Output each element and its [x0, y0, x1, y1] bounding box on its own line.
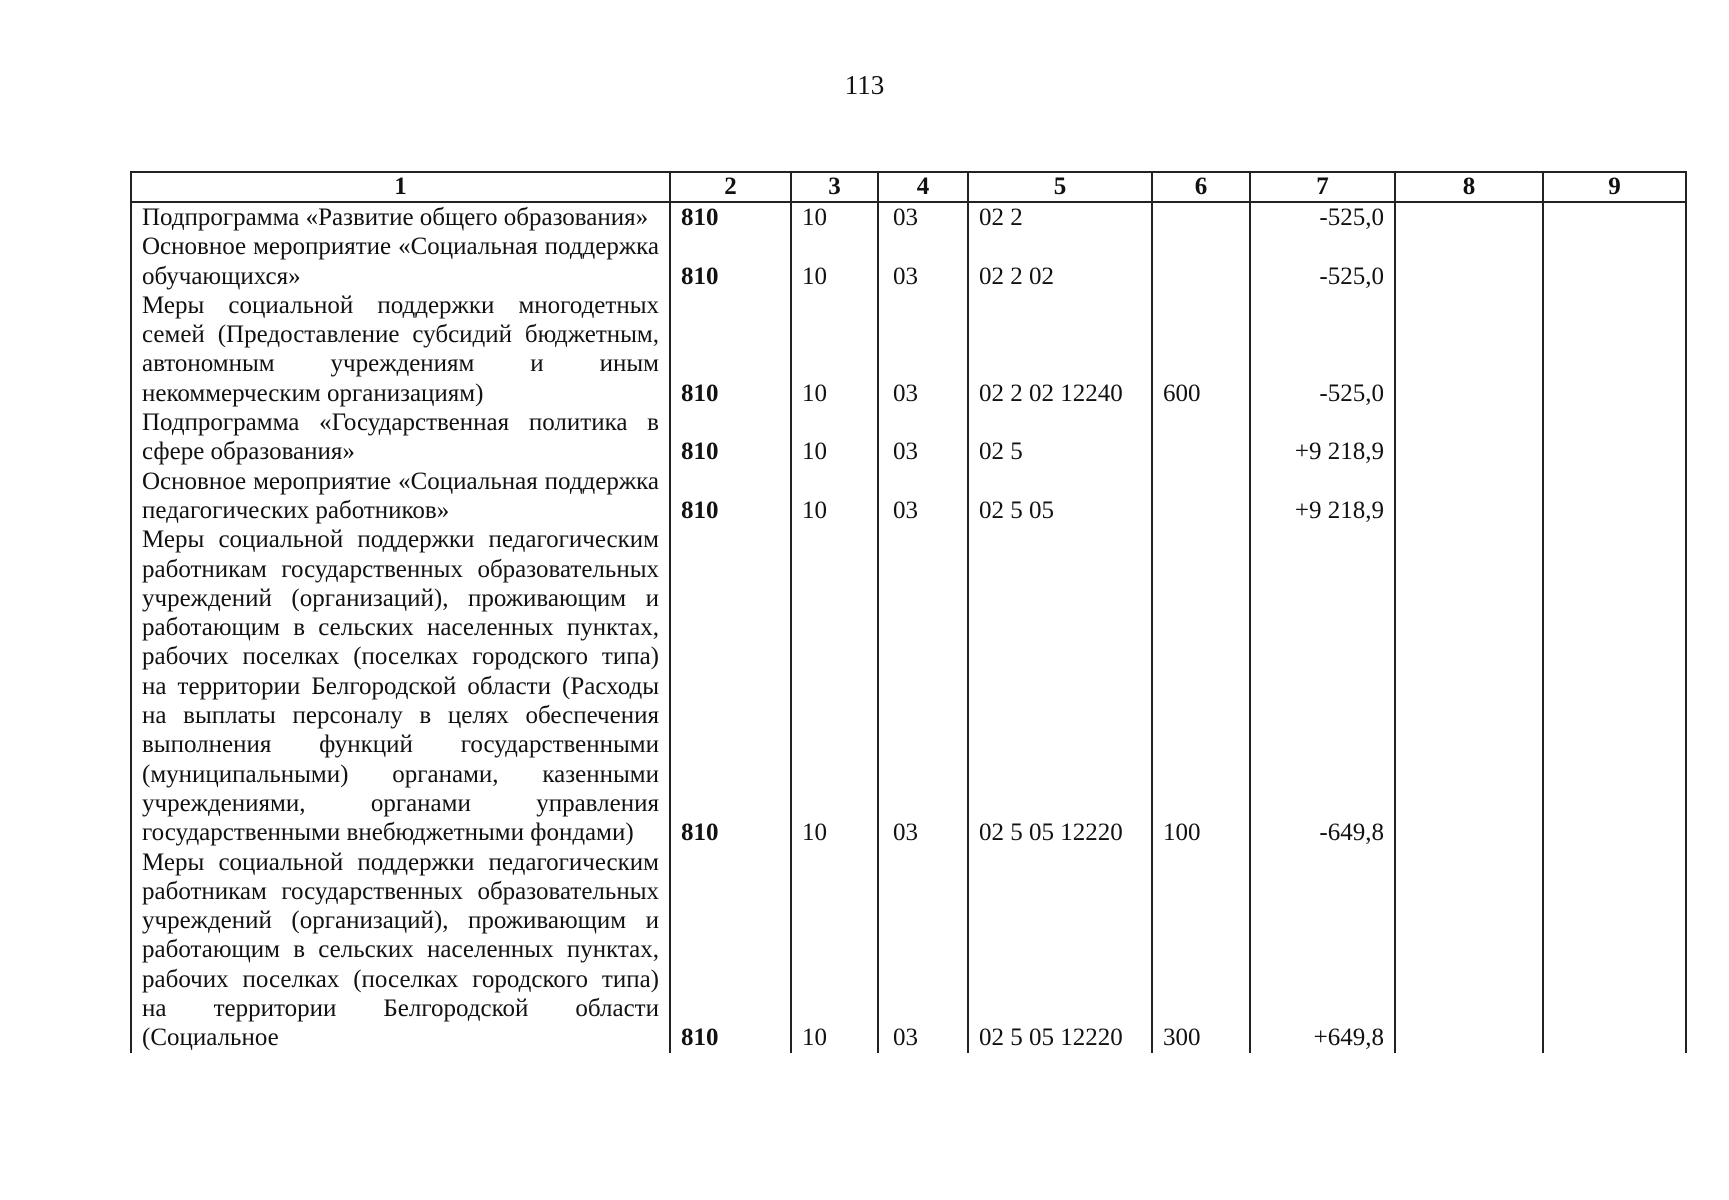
row-gl-code: 810 [670, 467, 791, 526]
table-row [131, 291, 1686, 408]
row-expense-type [1152, 467, 1250, 526]
row-col9 [1543, 291, 1686, 408]
row-subsection: 03 [878, 232, 968, 291]
row-target-article: 02 5 05 12220 [968, 848, 1152, 1053]
row-name: Меры социальной поддержки педагогическим работникам государственных образовательных учреждений (организаций), проживающим и работающим в сельских населенных пунктах, рабочих поселках (поселках городского типа) на территории Белгородской области (Социальное [131, 848, 670, 1053]
row-subsection: 03 [878, 467, 968, 526]
row-col8 [1395, 467, 1543, 526]
row-expense-type: 600 [1152, 291, 1250, 408]
row-name: Меры социальной поддержки педагогическим работникам государственных образовательных учреждений (организаций), проживающим и работающим в сельских населенных пунктах, рабочих поселках (поселках городского типа) на территории Белгородской области (Расходы на выплаты персоналу в целях обеспечения выполнения функций государственными (муниципальными) органами, казенными учреждениями, органами управления государственными внебюджетными фондами) [131, 525, 670, 847]
row-col8 [1395, 291, 1543, 408]
header-row [131, 172, 1686, 202]
header-cell: 1 [131, 172, 670, 202]
row-target-article: 02 5 05 [968, 467, 1152, 526]
row-col9 [1543, 202, 1686, 232]
row-col8 [1395, 202, 1543, 232]
row-expense-type [1152, 408, 1250, 467]
row-amount: +649,8 [1250, 848, 1395, 1053]
row-gl-code: 810 [670, 232, 791, 291]
row-col9 [1543, 848, 1686, 1053]
row-col8 [1395, 232, 1543, 291]
row-gl-code: 810 [670, 525, 791, 847]
header-cell: 7 [1250, 172, 1395, 202]
row-amount: +9 218,9 [1250, 467, 1395, 526]
row-amount: -525,0 [1250, 202, 1395, 232]
row-col8 [1395, 525, 1543, 847]
row-subsection: 03 [878, 848, 968, 1053]
row-amount: +9 218,9 [1250, 408, 1395, 467]
header-cell: 3 [791, 172, 878, 202]
row-amount: -525,0 [1250, 291, 1395, 408]
row-name: Основное мероприятие «Социальная поддержка педагогических работников» [131, 467, 670, 526]
row-name: Основное мероприятие «Социальная поддержка обучающихся» [131, 232, 670, 291]
row-section: 10 [791, 232, 878, 291]
budget-table [130, 171, 1687, 1053]
page-number: 113 [844, 70, 885, 100]
row-expense-type [1152, 232, 1250, 291]
header-cell: 9 [1543, 172, 1686, 202]
row-subsection: 03 [878, 291, 968, 408]
row-section: 10 [791, 408, 878, 467]
row-target-article: 02 2 [968, 202, 1152, 232]
header-cell: 2 [670, 172, 791, 202]
header-cell: 6 [1152, 172, 1250, 202]
row-amount: -525,0 [1250, 232, 1395, 291]
row-expense-type [1152, 202, 1250, 232]
row-target-article: 02 2 02 [968, 232, 1152, 291]
row-gl-code: 810 [670, 408, 791, 467]
row-col8 [1395, 408, 1543, 467]
row-section: 10 [791, 525, 878, 847]
table-row [131, 202, 1686, 232]
row-gl-code: 810 [670, 848, 791, 1053]
header-cell: 4 [878, 172, 968, 202]
row-col9 [1543, 408, 1686, 467]
row-amount: -649,8 [1250, 525, 1395, 847]
row-subsection: 03 [878, 525, 968, 847]
header-cell: 8 [1395, 172, 1543, 202]
row-target-article: 02 5 05 12220 [968, 525, 1152, 847]
row-section: 10 [791, 467, 878, 526]
row-target-article: 02 2 02 12240 [968, 291, 1152, 408]
row-section: 10 [791, 202, 878, 232]
row-target-article: 02 5 [968, 408, 1152, 467]
table-row [131, 848, 1686, 1053]
table-row [131, 467, 1686, 526]
table-row [131, 408, 1686, 467]
row-section: 10 [791, 291, 878, 408]
row-name: Подпрограмма «Государственная политика в сфере образования» [131, 408, 670, 467]
row-name: Меры социальной поддержки многодетных семей (Предоставление субсидий бюджетным, автономным учреждениям и иным некоммерческим организациям) [131, 291, 670, 408]
row-col9 [1543, 525, 1686, 847]
row-gl-code: 810 [670, 291, 791, 408]
header-cell: 5 [968, 172, 1152, 202]
row-col9 [1543, 232, 1686, 291]
row-col8 [1395, 848, 1543, 1053]
table-row [131, 525, 1686, 847]
row-subsection: 03 [878, 202, 968, 232]
row-name: Подпрограмма «Развитие общего образования» [131, 202, 670, 232]
row-subsection: 03 [878, 408, 968, 467]
row-expense-type: 100 [1152, 525, 1250, 847]
row-expense-type: 300 [1152, 848, 1250, 1053]
row-gl-code: 810 [670, 202, 791, 232]
table-row [131, 232, 1686, 291]
row-col9 [1543, 467, 1686, 526]
row-section: 10 [791, 848, 878, 1053]
